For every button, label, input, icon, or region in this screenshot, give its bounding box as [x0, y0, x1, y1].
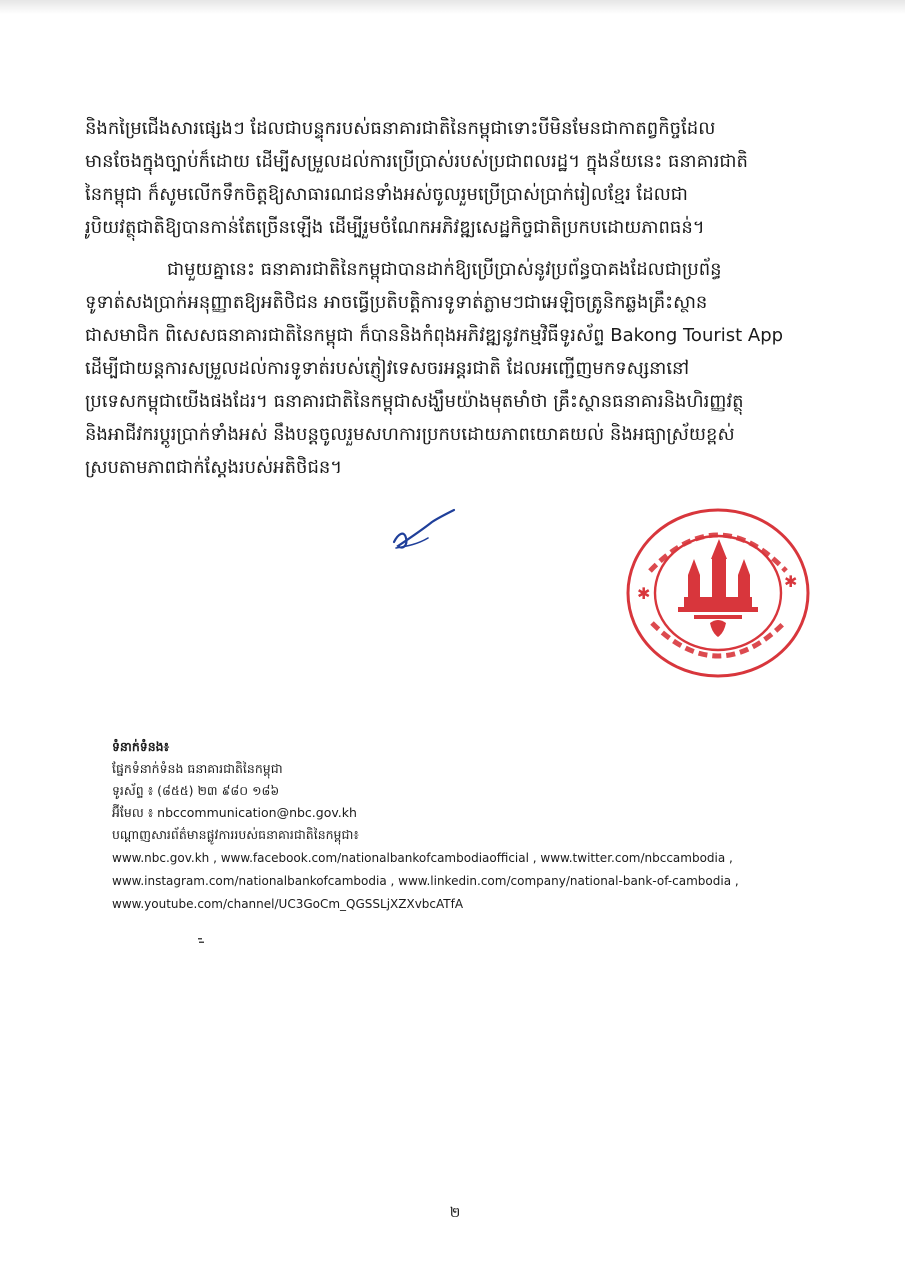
contact-section — [112, 736, 812, 915]
paragraph-line: និងកម្រៃជើងសារផ្សេងៗ ដែលជាបន្ទុករបស់ធនាគារជាតិនៃកម្ពុជាទោះបីមិនមែនជាកាតព្វកិច្ចដែល — [85, 118, 716, 139]
paragraph-line: ប្រទេសកម្ពុជាយើងផងដែរ។ ធនាគារជាតិនៃកម្ពុជាសង្ឃឹមយ៉ាងមុតមាំថា គ្រឹះស្ថានធនាគារនិងហិរញ្ញវត្ថុ — [85, 391, 744, 412]
paragraph-line: ជាសមាជិក ពិសេសធនាគារជាតិនៃកម្ពុជា ក៏បាននិងកំពុងអភិវឌ្ឍនូវកម្មវិធីទូរស័ព្ទ Bakong Tourist App — [85, 325, 784, 346]
website-links-line[interactable]: www.youtube.com/channel/UC3GoCm_QGSSLjXZXvbcATfA — [112, 897, 464, 911]
page-number: ២ — [449, 1205, 461, 1221]
svg-text:✱: ✱ — [637, 584, 651, 603]
paragraph-line: ទូទាត់សងប្រាក់អនុញ្ញាតឱ្យអតិថិជន អាចធ្វើប្រតិបត្តិការទូទាត់ភ្លាមៗជាអេឡិចត្រូនិកឆ្លងគ្រឹះស្ថាន — [85, 292, 708, 313]
paragraph-1 — [85, 112, 815, 244]
contact-department: ផ្នែកទំនាក់ទំនង ធនាគារជាតិនៃកម្ពុជា — [112, 761, 283, 776]
scan-speck — [198, 938, 205, 944]
paragraph-line: នៃកម្ពុជា ក៏សូមលើកទឹកចិត្តឱ្យសាធារណជនទាំងអស់ចូលរួមប្រើប្រាស់ប្រាក់រៀលខ្មែរ ដែលជា — [85, 184, 688, 205]
paragraph-line: និងអាជីវករប្តូរប្រាក់ទាំងអស់ នឹងបន្តចូលរួមសហការប្រកបដោយភាពយោគយល់ និងអធ្យាស្រ័យខ្ពស់ — [85, 424, 735, 445]
website-links-line[interactable]: www.instagram.com/nationalbankofcambodia , www.linkedin.com/company/national-bank-of-cambodia , — [112, 874, 739, 888]
body-text — [85, 112, 815, 493]
paragraph-2 — [85, 253, 815, 484]
contact-phone: ទូរស័ព្ទ ៖ (៨៥៥) ២៣ ៩៨០ ១៨៦ — [112, 783, 280, 798]
contact-heading: ទំនាក់ទំនង៖ — [112, 739, 170, 754]
paragraph-line: មានចែងក្នុងច្បាប់ក៏ដោយ ដើម្បីសម្រួលដល់ការប្រើប្រាស់របស់ប្រជាពលរដ្ឋ។ ក្នុងន័យនេះ ធនាគារជាតិ — [85, 151, 748, 172]
social-heading: បណ្តាញសារព័ត៌មានផ្លូវការរបស់ធនាគារជាតិនៃកម្ពុជា៖ — [112, 827, 359, 842]
paragraph-line: ស្របតាមភាពជាក់ស្តែងរបស់អតិថិជន។ — [85, 457, 343, 478]
paragraph-line: ជាមួយគ្នានេះ ធនាគារជាតិនៃកម្ពុជាបានដាក់ឱ្យប្រើប្រាស់នូវប្រព័ន្ធបាគងដែលជាប្រព័ន្ធ — [167, 259, 722, 280]
contact-email[interactable]: អ៊ីមែល ៖ nbccommunication@nbc.gov.kh — [112, 805, 357, 820]
official-seal — [622, 505, 814, 681]
paragraph-line: ដើម្បីជាយន្តការសម្រួលដល់ការទូទាត់របស់ភ្ញៀវទេសចរអន្តរជាតិ ដែលអញ្ជើញមកទស្សនានៅ — [85, 358, 690, 379]
paragraph-line: រូបិយវត្ថុជាតិឱ្យបានកាន់តែច្រើនឡើង ដើម្បីរួមចំណែកអភិវឌ្ឍសេដ្ឋកិច្ចជាតិប្រកបដោយភាពធន់។ — [85, 217, 705, 238]
svg-text:✱: ✱ — [784, 572, 798, 591]
website-links-line[interactable]: www.nbc.gov.kh , www.facebook.com/nationalbankofcambodiaofficial , www.twitter.com/nbccambodia , — [112, 851, 733, 865]
signature-mark — [388, 508, 458, 556]
scan-top-edge — [0, 0, 905, 14]
